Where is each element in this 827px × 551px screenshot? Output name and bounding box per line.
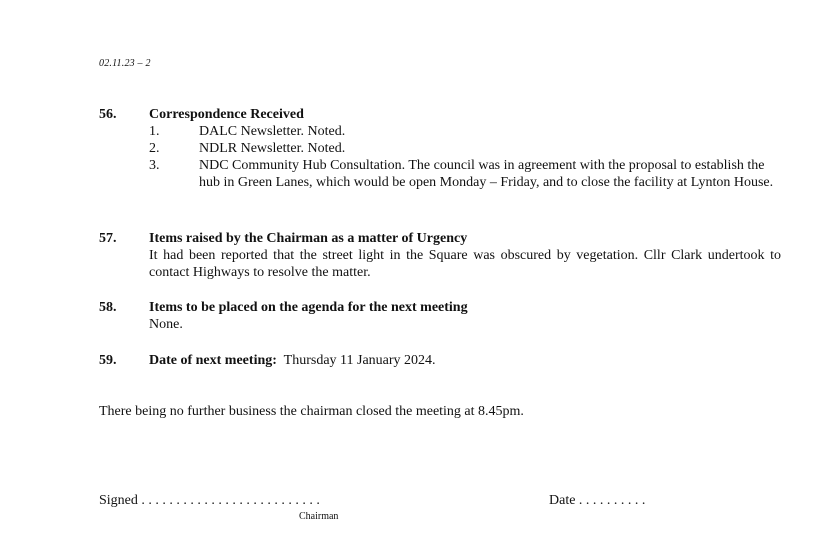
item-heading: Correspondence Received bbox=[149, 107, 304, 122]
item-heading: Date of next meeting: bbox=[149, 353, 277, 368]
list-item-number: 3. bbox=[149, 158, 160, 173]
list-item-number: 1. bbox=[149, 124, 160, 139]
list-item bbox=[149, 157, 781, 191]
item-body bbox=[149, 299, 781, 333]
item-number: 57. bbox=[99, 231, 117, 246]
list-item bbox=[149, 123, 781, 140]
list-item-number: 2. bbox=[149, 141, 160, 156]
item-number: 58. bbox=[99, 300, 117, 315]
item-number: 59. bbox=[99, 353, 117, 368]
next-meeting-date: Thursday 11 January 2024. bbox=[283, 353, 436, 368]
closing-statement: There being no further business the chairman closed the meeting at 8.45pm. bbox=[99, 404, 524, 419]
item-text: None. bbox=[149, 317, 183, 332]
correspondence-list bbox=[149, 123, 781, 191]
item-heading: Items to be placed on the agenda for the next meeting bbox=[149, 300, 468, 315]
item-number: 56. bbox=[99, 107, 117, 122]
list-item bbox=[149, 140, 781, 157]
date-line: Date . . . . . . . . . . bbox=[549, 493, 646, 508]
item-body bbox=[149, 106, 781, 191]
page-reference: 02.11.23 – 2 bbox=[99, 58, 151, 69]
signature-line: Signed . . . . . . . . . . . . . . . . . . . . . . . . . . bbox=[99, 493, 320, 508]
list-item-text: NDLR Newsletter. Noted. bbox=[199, 141, 346, 156]
item-body bbox=[149, 230, 781, 281]
item-text: It had been reported that the street light in the Square was obscured by vegetation. Cllr Clark undertook to contact Highways to resolve the matter. bbox=[149, 248, 781, 280]
item-body bbox=[149, 352, 781, 369]
list-item-text: NDC Community Hub Consultation. The council was in agreement with the proposal to establish the hub in Green Lanes, which would be open Monday – Friday, and to close the facility at Lynton House. bbox=[199, 158, 774, 190]
signature-role: Chairman bbox=[299, 511, 339, 522]
list-item-text: DALC Newsletter. Noted. bbox=[199, 124, 346, 139]
item-heading: Items raised by the Chairman as a matter of Urgency bbox=[149, 231, 468, 246]
